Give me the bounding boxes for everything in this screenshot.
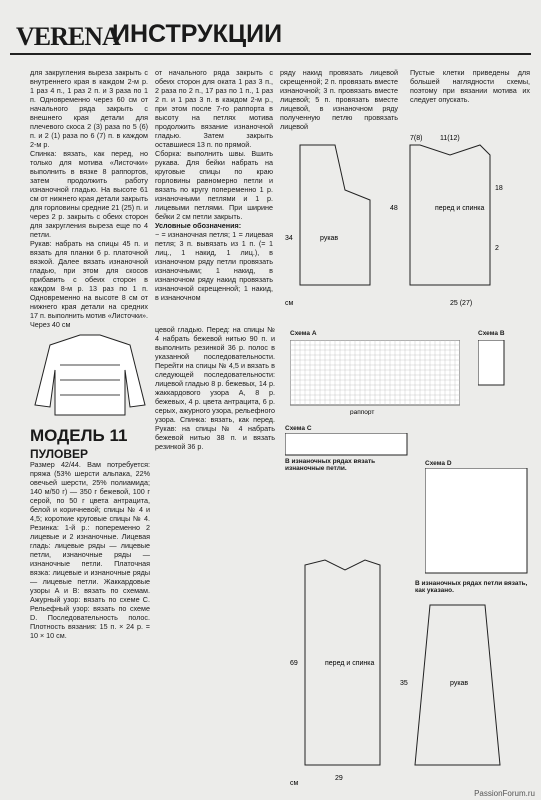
svg-text:29: 29 bbox=[335, 775, 343, 782]
svg-text:18: 18 bbox=[495, 185, 503, 192]
svg-text:см: см bbox=[285, 300, 294, 307]
page-title: ИНСТРУКЦИИ bbox=[112, 20, 283, 48]
svg-text:7(8): 7(8) bbox=[410, 135, 423, 142]
column-4 bbox=[410, 68, 530, 104]
model-title: МОДЕЛЬ 11 bbox=[30, 426, 128, 445]
text-block: от начального ряда закрыть с обеих сторон для оката 1 раз 3 п., 2 раза по 2 п., 17 раз по 1 п., 1 раз 2 п. и 1 раз 3 п. в каждом 2-м р., при этом после 7-го раппорта в высоту на петлях мотива продолжить вязание изнаночной гладью. Затем закрыть оставшиеся 13 п. по прямой. bbox=[155, 68, 273, 149]
scheme-d-note: В изнаночных рядах петли вязать, как указано. bbox=[415, 580, 528, 594]
scheme-a-label: Схема А bbox=[290, 330, 317, 337]
text-block: − = изнаночная петля; 1 = лицевая петля; 3 п. вывязать из 1 п. (= 1 лиц., 1 накид, 1 лиц.), в изнаночном ряду петли провязать изнаночными; 1 накид, в изнаночном ряду накид провязать изнаночной скрещенной; 1 накид, в изнаночном bbox=[155, 230, 273, 302]
text-block: Рукав: набрать на спицы 45 п. и вязать для планки 6 р. платочной вязкой. Далее вязать изнаночной гладью, при этом для скосов прибавить с обеих сторон в каждом 8-м р. 13 раз по 1 п. Одновременно на высоте 8 см от нижнего края детали на средних 17 п. выполнить мотив «Листочки». Через 40 см bbox=[30, 239, 148, 329]
model-subtitle: ПУЛОВЕР bbox=[30, 447, 89, 461]
scheme-b-label: Схема B bbox=[478, 330, 505, 337]
column-1 bbox=[30, 68, 148, 329]
svg-text:48: 48 bbox=[390, 205, 398, 212]
column-3 bbox=[280, 68, 398, 131]
pattern-diagram-1 bbox=[280, 130, 535, 315]
svg-text:69: 69 bbox=[290, 660, 298, 667]
svg-text:перед и спинка: перед и спинка bbox=[325, 660, 375, 667]
svg-text:перед и спинка: перед и спинка bbox=[435, 205, 485, 212]
scheme-b-grid bbox=[478, 340, 506, 390]
sweater-illustration bbox=[30, 325, 150, 420]
svg-text:25 (27): 25 (27) bbox=[450, 300, 473, 307]
column-2 bbox=[155, 68, 273, 302]
scheme-c-grid bbox=[285, 433, 410, 458]
svg-text:35: 35 bbox=[400, 680, 408, 687]
header-rule bbox=[10, 53, 531, 55]
text-block: цевой гладью. Перед: на спицы № 4 набрать бежевой нитью 90 п. и выполнить резинкой 36 р. полос в указанной последовательности. Перейти на спицы № 4,5 и вязать в следующей последовательности: лицевой гладью 8 р. бежевых, 14 р. жаккардового узора А, 8 р. бежевых, 4 р. цвета антрацита, 6 р. серых, ажурного узора, рельефного узора. Спинка: вязать, как перед. Рукав: на спицы № 4 набрать бежевой нитью 38 п. и вязать резинкой 36 р. bbox=[155, 325, 275, 451]
text-block: для закругления выреза закрыть с внутреннего края в каждом 2-м р. 1 раз 4 п., 1 раз 2 п. и 3 раза по 1 п. Одновременно через 60 см от начального ряда закрыть с внешнего края детали для плечевого скоса 2 (3) раза по 5 (6) п. и 2 (1) раза по 6 (7) п. в каждом 2-м р. bbox=[30, 68, 148, 149]
legend-heading: Условные обозначения: bbox=[155, 221, 242, 230]
svg-text:раппорт: раппорт bbox=[350, 409, 375, 415]
scheme-a-grid bbox=[290, 340, 460, 415]
scheme-c-note: В изнаночных рядах вязать изнаночные петли. bbox=[285, 458, 376, 472]
svg-text:2: 2 bbox=[495, 245, 499, 252]
column-5 bbox=[30, 460, 150, 640]
svg-text:см: см bbox=[290, 780, 299, 787]
text-block: Размер 42/44. Вам потребуется: пряжа (53% шерсти альпака, 22% овечьей шерсти, 25% полиамида; 140 м/50 г) — 350 г бежевой, 100 г серой, по 50 г цвета антрацита, белой и коричневой; спицы № 4 и 4,5; короткие круговые спицы № 4. Резинка: 1-й р.: попеременно 2 лицевые и 2 изнаночные. Лицевая гладь: лицевые ряды — лицевые петли, изнаночные ряды — изнаночные петли. Платочная вязка: лицевые и изнаночные ряды — лицевые петли. Жаккардовые узоры А и В: вязать по схемам. Ажурный узор: вязать по схеме С. Рельефный узор: вязать по схеме D. Последовательность полос. Плотность вязания: 15 п. × 24 р. = 10 × 10 см. bbox=[30, 460, 150, 640]
scheme-d-label: Схема D bbox=[425, 460, 452, 467]
svg-text:рукав: рукав bbox=[450, 680, 469, 687]
text-block: Пустые клетки приведены для большей наглядности схемы, поэтому при вязании мотива их следует опускать. bbox=[410, 68, 530, 104]
pattern-diagram-2 bbox=[285, 545, 535, 795]
svg-text:34: 34 bbox=[285, 235, 293, 242]
svg-text:11(12): 11(12) bbox=[440, 135, 460, 142]
text-block: Спинка: вязать, как перед, но только для мотива «Листочки» выполнить в вязке 8 раппортов, затем продолжить работу изнаночной гладью. На высоте 61 см от нижнего края детали закрыть для горловины средние 21 (25) п. и через 2 р. закрыть с обеих сторон для закругления выреза еще по 4 петли. bbox=[30, 149, 148, 239]
site-watermark: PassionForum.ru bbox=[474, 789, 535, 798]
brand-logo: VERENA bbox=[16, 22, 120, 51]
text-block: ряду накид провязать лицевой скрещенной; 2 п. провязать вместе изнаночной; 3 п. провязать вместе лицевой; 5 п. провязать вместе лицевой, в изнаночном ряду полученную петлю провязать лицевой bbox=[280, 68, 398, 131]
svg-text:рукав: рукав bbox=[320, 235, 339, 242]
column-6 bbox=[155, 325, 275, 451]
scheme-c-label: Схема C bbox=[285, 425, 312, 432]
text-block: Сборка: выполнить швы. Вшить рукава. Для бейки набрать на круговые спицы по краю горловины равномерно петли и вязать по кругу попеременно 1 р. изнаночными петлями и 1 р. лицевыми петлями. При ширине бейки 2 см петли закрыть. bbox=[155, 149, 273, 221]
